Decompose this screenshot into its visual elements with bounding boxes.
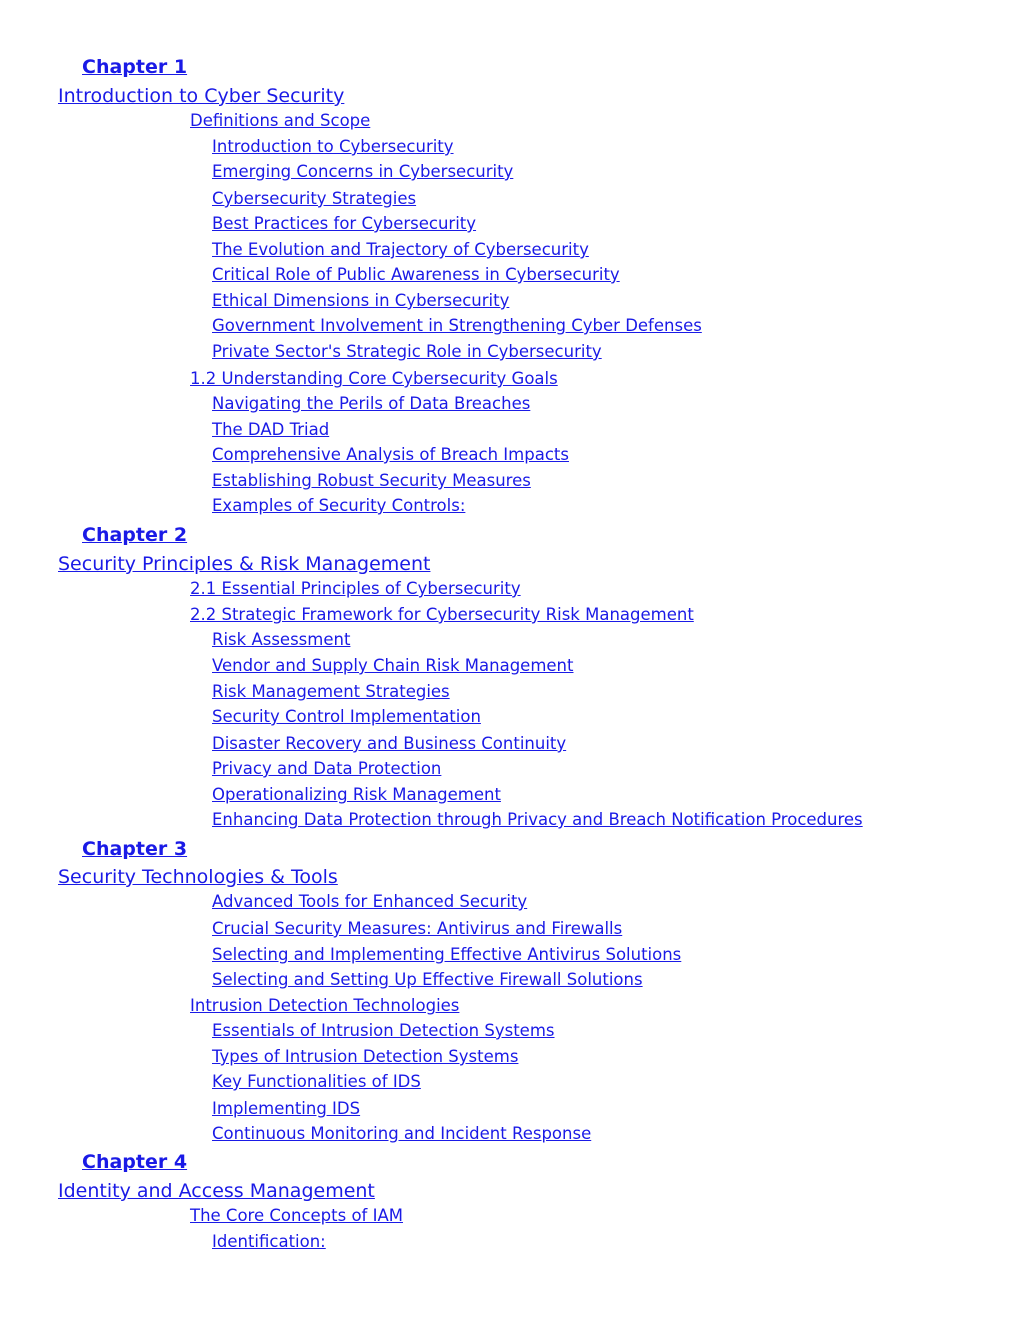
toc-sub-link[interactable]: Navigating the Perils of Data Breaches <box>212 394 531 413</box>
toc-sub-link[interactable]: Crucial Security Measures: Antivirus and Firewalls <box>212 919 623 938</box>
toc-sub-link[interactable]: Vendor and Supply Chain Risk Management <box>212 656 574 675</box>
toc-sub-link[interactable]: Best Practices for Cybersecurity <box>212 214 477 233</box>
toc-sub-link[interactable]: Essentials of Intrusion Detection Systems <box>212 1021 555 1040</box>
toc-sub-link[interactable]: Risk Management Strategies <box>212 682 450 701</box>
toc-sub-link[interactable]: Continuous Monitoring and Incident Response <box>212 1124 592 1143</box>
toc-title-link[interactable]: Identity and Access Management <box>58 1180 375 1202</box>
toc-chapter-link[interactable]: Chapter 1 <box>82 56 188 78</box>
toc-section-link[interactable]: 2.2 Strategic Framework for Cybersecurity Risk Management <box>190 605 694 624</box>
toc-sub-link[interactable]: Comprehensive Analysis of Breach Impacts <box>212 445 569 464</box>
toc-sub-link[interactable]: Privacy and Data Protection <box>212 759 442 778</box>
toc-sub-link[interactable]: Risk Assessment <box>212 630 351 649</box>
toc-sub-link[interactable]: Advanced Tools for Enhanced Security <box>212 892 528 911</box>
toc-sub-link[interactable]: Examples of Security Controls: <box>212 496 466 515</box>
toc-section-link[interactable]: 1.2 Understanding Core Cybersecurity Goals <box>190 369 558 388</box>
toc-sub-link[interactable]: Selecting and Implementing Effective Antivirus Solutions <box>212 945 682 964</box>
toc-sub-link[interactable]: Types of Intrusion Detection Systems <box>212 1047 519 1066</box>
toc-sub-link[interactable]: Government Involvement in Strengthening Cyber Defenses <box>212 316 702 335</box>
toc-sub-link[interactable]: Key Functionalities of IDS <box>212 1072 421 1091</box>
toc-chapter-link[interactable]: Chapter 2 <box>82 524 188 546</box>
toc-title-link[interactable]: Security Technologies & Tools <box>58 866 338 888</box>
toc-sub-link[interactable]: Critical Role of Public Awareness in Cybersecurity <box>212 265 620 284</box>
toc-section-link[interactable]: The Core Concepts of IAM <box>190 1206 403 1225</box>
toc-sub-link[interactable]: Identification: <box>212 1232 326 1251</box>
toc-sub-link[interactable]: Private Sector's Strategic Role in Cybersecurity <box>212 342 602 361</box>
toc-sub-link[interactable]: Ethical Dimensions in Cybersecurity <box>212 291 510 310</box>
toc-section-link[interactable]: Intrusion Detection Technologies <box>190 996 460 1015</box>
toc-chapter-link[interactable]: Chapter 4 <box>82 1151 188 1173</box>
toc-section-link[interactable]: Definitions and Scope <box>190 111 371 130</box>
toc-title-link[interactable]: Security Principles & Risk Management <box>58 553 431 575</box>
toc-sub-link[interactable]: Implementing IDS <box>212 1099 361 1118</box>
toc-sub-link[interactable]: The Evolution and Trajectory of Cybersecurity <box>212 240 589 259</box>
toc-sub-link[interactable]: The DAD Triad <box>212 420 330 439</box>
toc-sub-link[interactable]: Security Control Implementation <box>212 707 481 726</box>
toc-sub-link[interactable]: Selecting and Setting Up Effective Firewall Solutions <box>212 970 643 989</box>
toc-sub-link[interactable]: Disaster Recovery and Business Continuity <box>212 734 567 753</box>
toc-sub-link[interactable]: Operationalizing Risk Management <box>212 785 501 804</box>
toc-section-link[interactable]: 2.1 Essential Principles of Cybersecurity <box>190 579 521 598</box>
toc-sub-link[interactable]: Cybersecurity Strategies <box>212 189 417 208</box>
toc-sub-link[interactable]: Establishing Robust Security Measures <box>212 471 531 490</box>
toc-sub-link[interactable]: Introduction to Cybersecurity <box>212 137 454 156</box>
toc-sub-link[interactable]: Emerging Concerns in Cybersecurity <box>212 162 514 181</box>
toc-chapter-link[interactable]: Chapter 3 <box>82 838 188 860</box>
toc-sub-link[interactable]: Enhancing Data Protection through Privacy and Breach Notification Procedures <box>212 810 863 829</box>
toc-title-link[interactable]: Introduction to Cyber Security <box>58 85 345 107</box>
